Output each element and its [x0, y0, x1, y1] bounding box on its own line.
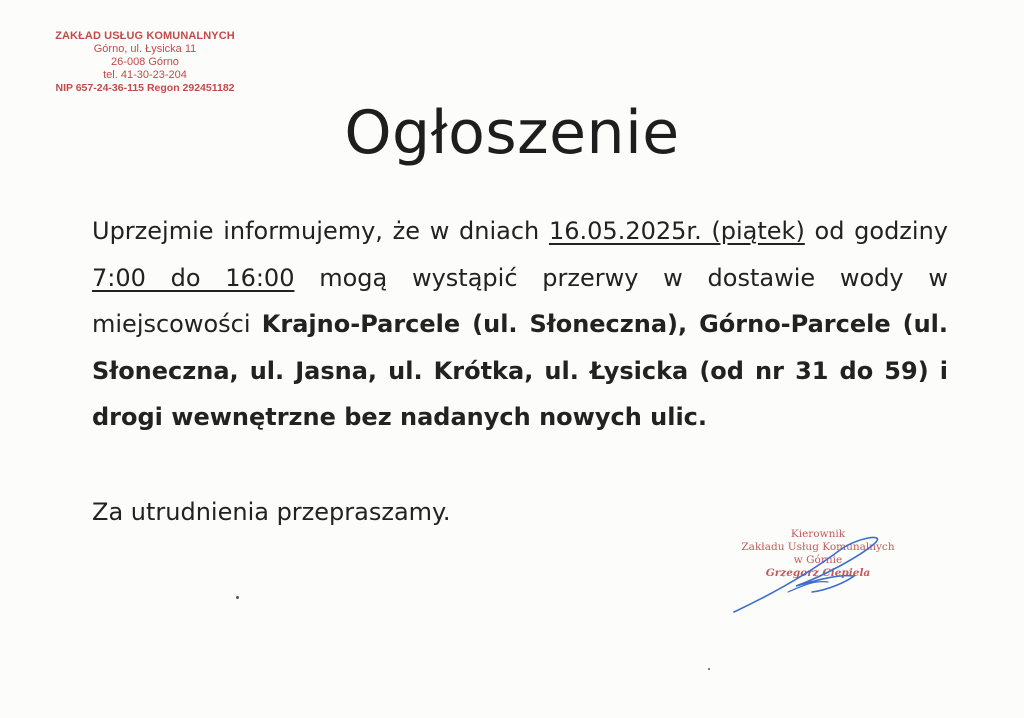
paper-speck: [236, 596, 239, 599]
stamp-company-name: ZAKŁAD USŁUG KOMUNALNYCH: [55, 30, 235, 42]
body-hours-intro: od godziny: [804, 217, 948, 245]
signature-stamp-town: w Górnie: [793, 554, 843, 566]
closing-apology: Za utrudnienia przepraszamy.: [92, 498, 451, 526]
body-location-intro: mogą wystąpić przerwy w dostawie wody w miejscowości: [92, 263, 949, 338]
body-hours: 7:00 do 16:00: [92, 263, 295, 292]
signature-stamp-office: Zakładu Usług Komunalnych: [741, 541, 895, 553]
body-date: 16.05.2025r. (piątek): [548, 217, 805, 245]
signature-stamp-name: Grzegorz Ciepiela: [765, 567, 871, 579]
paper-speck: [708, 668, 710, 670]
stamp-nip-regon: NIP 657-24-36-115 Regon 292451182: [55, 82, 235, 94]
page-title: Ogłoszenie: [344, 98, 680, 168]
handwritten-signature: [728, 530, 898, 620]
body-intro: Uprzejmie informujemy, że w dniach: [92, 217, 549, 245]
notice-body: [92, 208, 948, 441]
stamp-postal-code: 26-008 Górno: [111, 56, 179, 68]
company-stamp: [40, 30, 250, 95]
signature-stamp-title: Kierownik: [790, 528, 846, 540]
body-affected-streets: Krajno-Parcele (ul. Słoneczna), Górno-Parcele (ul. Słoneczna, ul. Jasna, ul. Krótka, ul. Łysicka (od nr 31 do 59) i drogi wewnętrzne bez nadanych nowych ulic.: [92, 310, 949, 431]
stamp-phone: tel. 41-30-23-204: [103, 69, 187, 81]
stamp-address: Górno, ul. Łysicka 11: [93, 43, 197, 55]
